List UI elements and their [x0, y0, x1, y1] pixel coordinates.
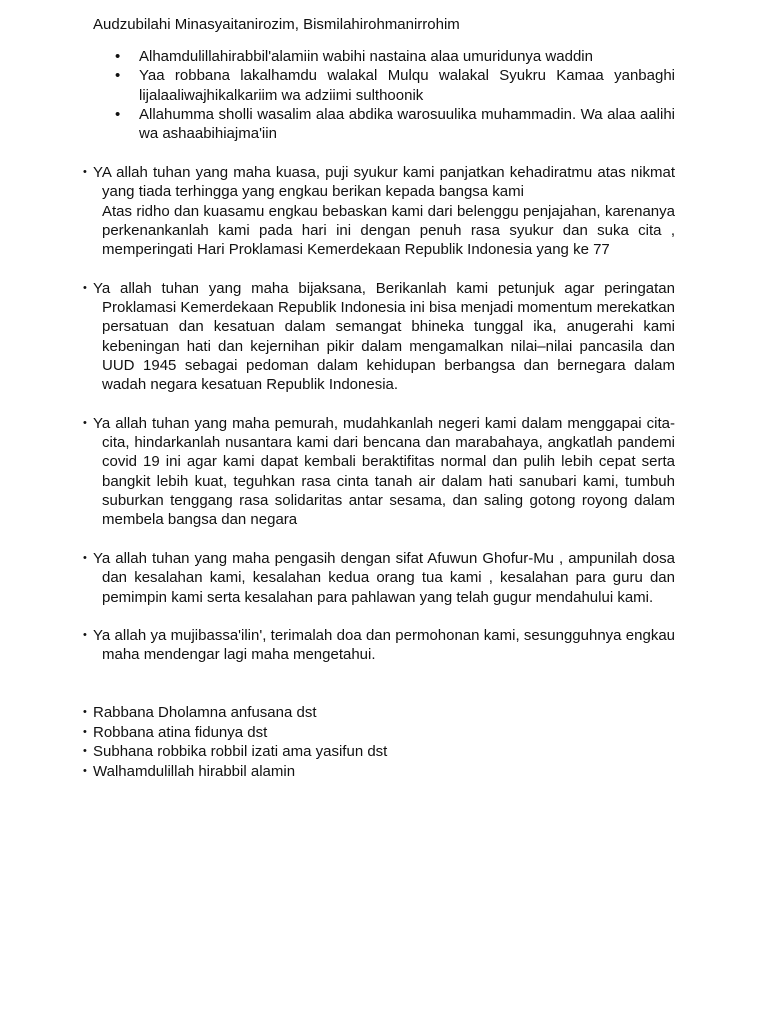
closing-item: • Subhana robbika robbil izati ama yasifun dst — [83, 743, 388, 760]
prayer-continuation: Atas ridho dan kuasamu engkau bebaskan kami dari belenggu penjajahan, karenanya perkenankanlah kami pada hari ini dengan penuh rasa syukur dan suka cita , memperingati Hari Proklamasi Kemerdekaan Republik Indonesia yang ke 77 — [102, 202, 675, 259]
bullet-icon: • — [115, 67, 121, 85]
prayer-text: YA allah tuhan yang maha kuasa, puji syukur kami panjatkan kehadiratmu atas nikmat yang tiada terhingga yang engkau berikan kepada bangsa kami — [93, 164, 675, 201]
prayer-text: Ya allah tuhan yang maha pemurah, mudahkanlah negeri kami dalam menggapai cita-cita, hindarkanlah nusantara kami dari bencana dan marabahaya, angkatlah pandemi covid 19 ini agar kami dapat kembali beraktifitas normal dan pulih lebih cepat serta bangkit lebih kuat, teguhkan rasa cinta tanah air dalam hati sanubari kami, tumbuh suburkan tenggang rasa solidaritas antar sesama, dan saling gotong royong dalam membela bangsa dan negara — [93, 414, 675, 529]
prayer-item — [83, 549, 675, 607]
closing-item: • Rabbana Dholamna anfusana dst — [83, 704, 317, 721]
intro-item: • Yaa robbana lakalhamdu walakal Mulqu walakal Syukru Kamaa yanbaghi lijalaaliwajhikalkariim wa adziimi sulthoonik — [115, 67, 675, 104]
bullet-icon: • — [83, 166, 87, 178]
prayer-item — [83, 626, 675, 665]
opening-heading: Audzubilahi Minasyaitanirozim, Bismilahirohmanirrohim — [93, 16, 460, 33]
bullet-icon: • — [83, 725, 87, 738]
prayer-text: Ya allah ya mujibassa'ilin', terimalah doa dan permohonan kami, sesungguhnya engkau maha mendengar lagi maha mengetahui. — [93, 627, 675, 664]
intro-item: • Alhamdulillahirabbil'alamiin wabihi nastaina alaa umuridunya waddin — [115, 48, 593, 65]
closing-list — [83, 703, 387, 781]
prayer-item — [83, 414, 675, 530]
bullet-icon: • — [115, 105, 121, 123]
bullet-icon: • — [83, 551, 87, 564]
bullet-icon: • — [83, 416, 87, 429]
bullet-icon: • — [115, 48, 121, 65]
bullet-icon: • — [83, 706, 87, 718]
closing-item: • Robbana atina fidunya dst — [83, 723, 268, 741]
bullet-icon: • — [83, 745, 87, 757]
prayer-text: Ya allah tuhan yang maha pengasih dengan sifat Afuwun Ghofur-Mu , ampunilah dosa dan kesalahan kami, kesalahan kedua orang tua kami , kesalahan para guru dan pemimpin kami serta kesalahan para pahlawan yang telah gugur mendahului kami. — [93, 549, 675, 606]
prayer-item — [83, 163, 675, 259]
prayer-list — [83, 163, 675, 684]
intro-item: • Allahumma sholli wasalim alaa abdika warosuulika muhammadin. Wa alaa aalihi wa ashaabihiajma'iin — [115, 105, 675, 143]
closing-item: • Walhamdulillah hirabbil alamin — [83, 762, 296, 780]
bullet-icon: • — [83, 281, 87, 294]
prayer-item — [83, 279, 675, 395]
intro-list — [115, 47, 675, 143]
bullet-icon: • — [83, 629, 87, 642]
bullet-icon: • — [83, 764, 87, 777]
prayer-text: Ya allah tuhan yang maha bijaksana, Berikanlah kami petunjuk agar peringatan Proklamasi Kemerdekaan Republik Indonesia ini bisa menjadi momentum merekatkan persatuan dan kesatuan dalam semangat bhineka tunggal ika, anugerahi kami kebeningan hati dan kejernihan pikir dalam mengamalkan nilai–nilai pancasila dan UUD 1945 sebagai pedoman dalam kehidupan berbangsa dan bernegara dalam wadah negara kesatuan Republik Indonesia. — [93, 279, 675, 394]
